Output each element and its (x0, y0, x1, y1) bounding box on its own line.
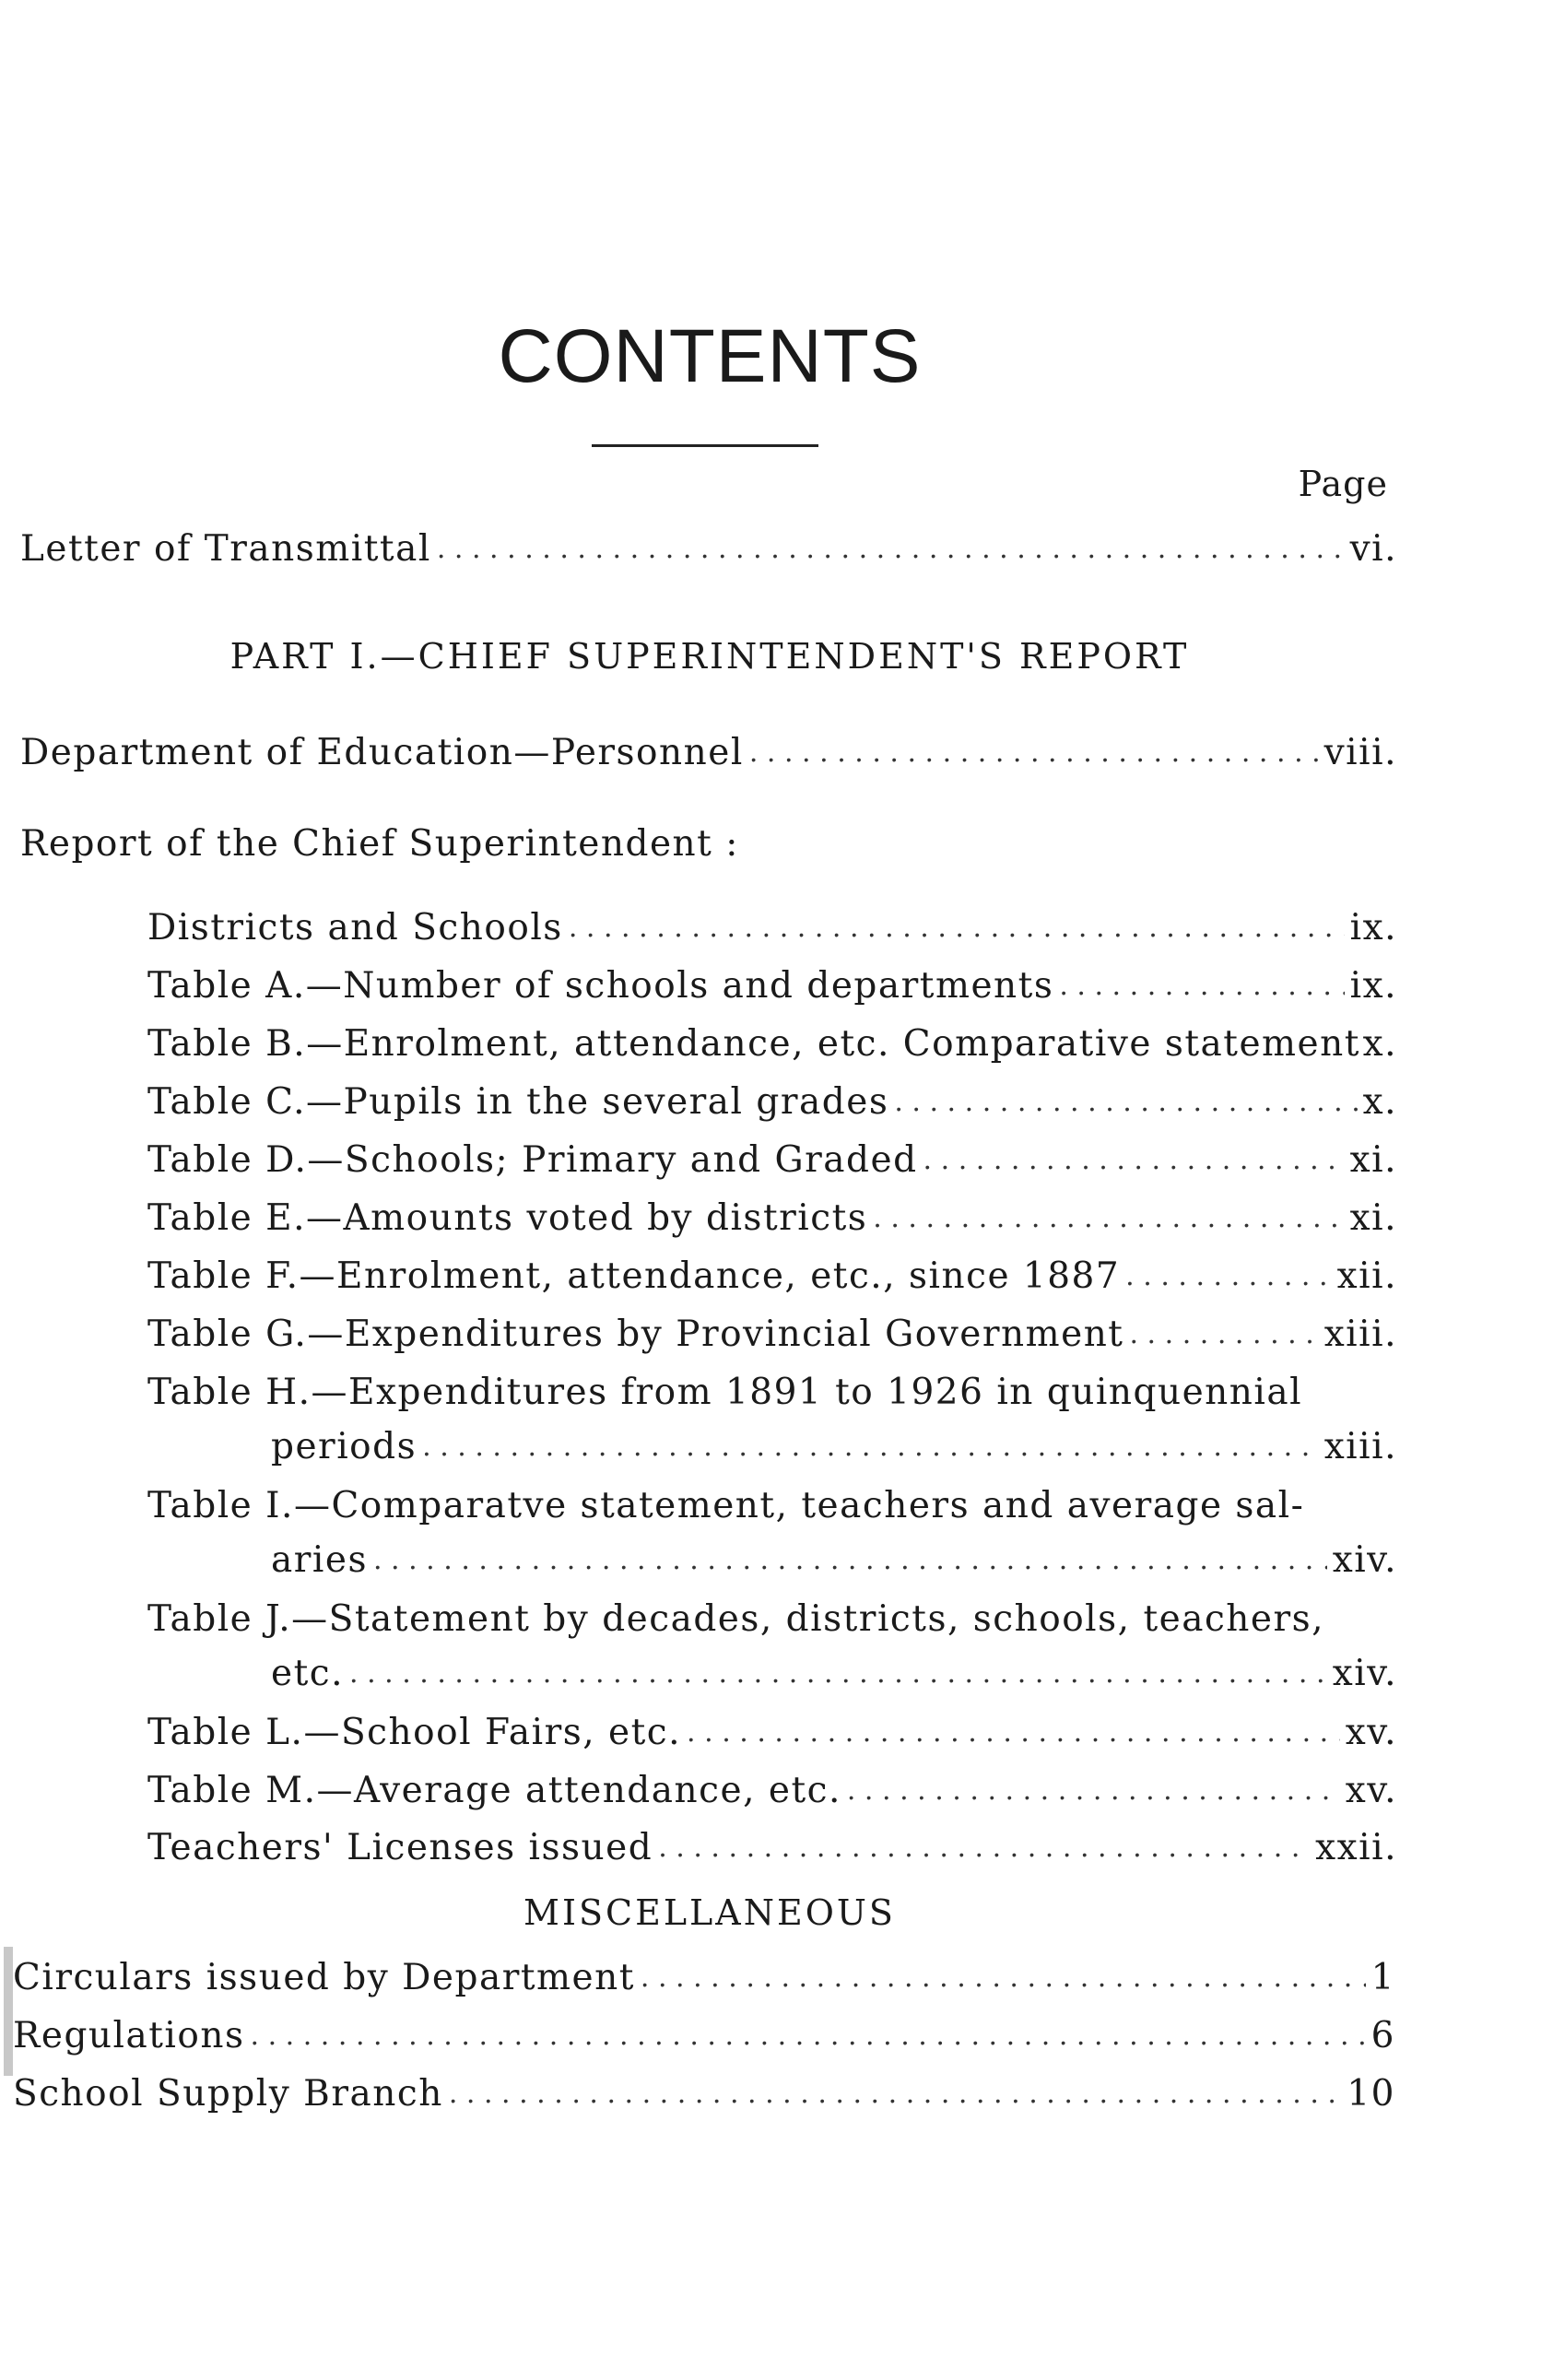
leader-dots (349, 1652, 1327, 1696)
toc-entry-line2 (271, 1538, 1397, 1583)
report-heading: Report of the Chief Superintendent : (20, 823, 739, 865)
leader-dots (658, 1826, 1310, 1870)
toc-entry-page: vi. (1349, 528, 1397, 570)
toc-entry-page: ix. (1349, 965, 1397, 1007)
toc-entry-misc (13, 1956, 1395, 2000)
toc-entry-text: School Supply Branch (13, 2073, 443, 2115)
toc-entry-page: 10 (1347, 2073, 1395, 2115)
leader-dots (894, 1080, 1357, 1125)
toc-entry-text: Teachers' Licenses issued (147, 1827, 653, 1868)
leader-dots (873, 1196, 1344, 1241)
scan-margin-mark (4, 1947, 13, 2076)
toc-entry-text: Regulations (13, 2015, 245, 2056)
toc-entry-misc (13, 2072, 1395, 2116)
leader-dots (847, 1769, 1340, 1813)
toc-entry (147, 1826, 1397, 1870)
toc-entry-letter (20, 527, 1397, 571)
toc-entry-page: xiv. (1332, 1539, 1397, 1581)
leader-dots (641, 1956, 1366, 2000)
toc-entry-text: Table M.—Average attendance, etc. (147, 1770, 841, 1811)
toc-entry-text: etc. (271, 1653, 344, 1694)
toc-entry-page: xi. (1349, 1139, 1397, 1181)
toc-entry-text: Table B.—Enrolment, attendance, etc. Comparative statement (147, 1023, 1360, 1065)
toc-entry-page: xv. (1345, 1770, 1397, 1811)
leader-dots (437, 527, 1345, 571)
leader-dots (687, 1711, 1340, 1755)
part1-heading: PART I.—CHIEF SUPERINTENDENT'S REPORT (229, 636, 1190, 677)
toc-entry-text: Table L.—School Fairs, etc. (147, 1712, 682, 1753)
toc-entry-text: Letter of Transmittal (20, 528, 431, 570)
toc-entry-personnel (20, 731, 1397, 775)
page-column-label: Page (1298, 464, 1388, 504)
title-rule (592, 444, 818, 447)
leader-dots (569, 906, 1345, 950)
toc-entry-page: ix. (1349, 907, 1397, 948)
toc-entry (147, 1196, 1397, 1241)
page-title: CONTENTS (498, 314, 922, 398)
toc-entry-page: 6 (1370, 2015, 1395, 2056)
toc-entry-text: Table F.—Enrolment, attendance, etc., since 1887 (147, 1255, 1121, 1297)
toc-entry (147, 1138, 1397, 1183)
leader-dots (1129, 1313, 1318, 1357)
toc-entry-text: periods (271, 1426, 418, 1467)
toc-entry (147, 906, 1397, 950)
toc-entry-page: x. (1362, 1081, 1397, 1123)
toc-entry (147, 1255, 1397, 1299)
toc-entry (147, 1313, 1397, 1357)
toc-entry-text: aries (271, 1539, 368, 1581)
toc-entry-page: xxii. (1315, 1827, 1397, 1868)
toc-entry-page: viii. (1323, 732, 1397, 773)
toc-entry-line1: Table J.—Statement by decades, districts, schools, teachers, (147, 1598, 1325, 1640)
toc-entry-line2 (271, 1652, 1397, 1696)
toc-entry-text: Table G.—Expenditures by Provincial Government (147, 1314, 1124, 1355)
toc-entry-text: Table A.—Number of schools and departments (147, 965, 1054, 1007)
toc-entry-text: Circulars issued by Department (13, 1957, 635, 1998)
leader-dots (449, 2072, 1342, 2116)
toc-entry-page: xiii. (1323, 1426, 1397, 1467)
leader-dots (1125, 1255, 1331, 1299)
leader-dots (251, 2014, 1366, 2058)
leader-dots (923, 1138, 1345, 1183)
toc-entry-text: Table E.—Amounts voted by districts (147, 1197, 868, 1239)
toc-entry-text: Table C.—Pupils in the several grades (147, 1081, 889, 1123)
toc-entry-page: x. (1362, 1023, 1397, 1065)
toc-entry (147, 1769, 1397, 1813)
leader-dots (1059, 964, 1344, 1008)
misc-heading: MISCELLANEOUS (523, 1892, 896, 1933)
leader-dots (422, 1425, 1319, 1469)
leader-dots (373, 1538, 1327, 1583)
toc-entry-page: xv. (1345, 1712, 1397, 1753)
toc-entry (147, 964, 1397, 1008)
toc-entry-line2 (271, 1425, 1397, 1469)
leader-dots (749, 731, 1319, 775)
toc-entry-page: xii. (1336, 1255, 1397, 1297)
toc-entry-text: Table D.—Schools; Primary and Graded (147, 1139, 918, 1181)
toc-entry (147, 1711, 1397, 1755)
toc-entry-misc (13, 2014, 1395, 2058)
toc-entry (147, 1080, 1397, 1125)
toc-entry-line1: Table I.—Comparatve statement, teachers and average sal- (147, 1485, 1305, 1526)
toc-entry-page: 1 (1370, 1957, 1395, 1998)
toc-entry-text: Department of Education—Personnel (20, 732, 744, 773)
toc-entry-page: xi. (1349, 1197, 1397, 1239)
toc-entry-page: xiv. (1332, 1653, 1397, 1694)
toc-entry (147, 1022, 1397, 1066)
toc-entry-page: xiii. (1323, 1314, 1397, 1355)
toc-entry-text: Districts and Schools (147, 907, 563, 948)
toc-entry-line1: Table H.—Expenditures from 1891 to 1926 in quinquennial (147, 1372, 1303, 1413)
